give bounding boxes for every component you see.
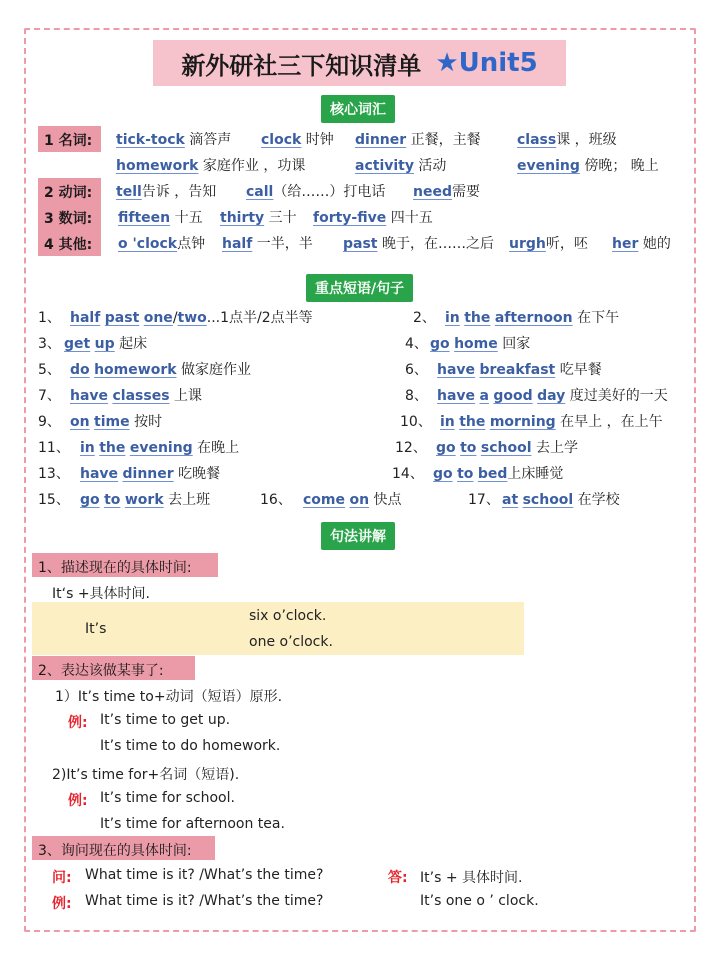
phrase-word: go (430, 336, 450, 352)
phrase-item (80, 465, 220, 483)
vocab-item: tick-tock 滴答声 (116, 132, 232, 148)
phrase-item (70, 387, 202, 405)
phrase-number: 3、 (38, 336, 61, 352)
phrase-word: evening (129, 440, 193, 456)
example-marker: 例: (68, 793, 88, 809)
phrase-meaning: 去上学 (531, 440, 578, 456)
grammar-2-label: 2、表达该做某事了: (32, 656, 195, 680)
phrase-meaning: 度过美好的一天 (565, 388, 668, 404)
phrase-number: 8、 (405, 388, 428, 404)
phrase-word: come (303, 492, 345, 508)
title-banner (153, 40, 566, 86)
example-marker: 例: (68, 715, 88, 731)
phrase-word: bed (477, 466, 508, 482)
section-phrases-header: 重点短语/句子 (306, 274, 413, 302)
phrase-number: 11、 (38, 440, 70, 456)
phrase-item (440, 413, 663, 431)
example-sentence: It’s time to get up. (100, 712, 231, 728)
phrase-number: 1、 (38, 310, 61, 326)
phrase-word: school (522, 492, 574, 508)
phrase-meaning: 吃晚餐 (173, 466, 221, 482)
phrase-word: the (464, 310, 491, 326)
phrase-number: 6、 (405, 362, 428, 378)
phrase-meaning: 吃早餐 (555, 362, 602, 378)
phrase-number: 10、 (400, 414, 432, 430)
answer-marker: 答: (388, 870, 408, 886)
phrase-word: a (479, 388, 489, 404)
phrase-word: at (502, 492, 519, 508)
example-sentence: It’s time to do homework. (100, 738, 281, 754)
phrase-meaning: 在晚上 (192, 440, 240, 456)
phrase-number: 2、 (413, 310, 436, 326)
phrase-item (70, 413, 162, 431)
phrase-word: day (537, 388, 566, 404)
phrase-word: do (70, 362, 90, 378)
page-title: 新外研社三下知识清单 (181, 51, 422, 80)
vocab-item: urgh听，呸 (509, 236, 588, 252)
phrase-word: have (437, 388, 476, 404)
phrase-word: homework (94, 362, 177, 378)
example-sentence: It’s time for school. (100, 790, 235, 806)
phrase-word: time (94, 414, 130, 430)
phrase-number: 15、 (38, 492, 70, 508)
phrase-word: breakfast (479, 362, 556, 378)
phrase-meaning: 在下午 (572, 310, 620, 326)
example-time: six o’clock. (249, 608, 327, 624)
phrase-item: half past one/two...1点半/2点半等 (70, 310, 313, 326)
phrase-word: on (70, 414, 90, 430)
vocab-item: o 'clock点钟 (118, 236, 206, 252)
phrase-item (502, 491, 620, 509)
unit-name: Unit5 (458, 48, 538, 78)
phrase-meaning: 回家 (497, 336, 531, 352)
phrase-word: classes (112, 388, 170, 404)
phrase-item (64, 335, 147, 353)
phrase-item (437, 387, 668, 405)
phrase-number: 17、 (468, 492, 500, 508)
phrase-number: 4、 (405, 336, 428, 352)
phrase-number: 5、 (38, 362, 61, 378)
phrase-word: past (104, 310, 140, 326)
phrase-word: in (440, 414, 455, 430)
others-label: 4 其他: (38, 230, 101, 256)
its-text: It’s (85, 621, 107, 637)
phrase-word: afternoon (494, 310, 573, 326)
phrase-item (433, 465, 563, 483)
section-grammar-header: 句法讲解 (321, 522, 395, 550)
phrase-item (303, 491, 402, 509)
phrase-word: dinner (122, 466, 174, 482)
vocab-item: clock 时钟 (261, 132, 334, 148)
phrase-word: on (349, 492, 370, 508)
section-vocab-header: 核心词汇 (321, 95, 395, 123)
phrase-meaning: 在学校 (573, 492, 620, 508)
phrase-word: school (480, 440, 532, 456)
answer-sentence: It’s one o ’ clock. (420, 893, 539, 909)
phrase-word: go (433, 466, 453, 482)
phrase-word: to (460, 440, 477, 456)
vocab-item: half 一半，半 (222, 236, 313, 252)
grammar-2-pattern-1: 1）It’s time to+动词（短语）原形. (55, 689, 283, 705)
phrase-number: 9、 (38, 414, 61, 430)
phrase-meaning: 去上班 (163, 492, 211, 508)
star-icon: ★ (435, 48, 459, 78)
phrase-word: have (437, 362, 476, 378)
phrase-word: the (99, 440, 126, 456)
phrase-number: 13、 (38, 466, 70, 482)
vocab-item: forty-five 四十五 (313, 210, 433, 226)
phrase-number: 16、 (260, 492, 292, 508)
vocab-item: evening 傍晚； 晚上 (517, 158, 659, 174)
phrase-word: go (436, 440, 456, 456)
phrase-meaning: 上课 (169, 388, 202, 404)
grammar-3-label: 3、询问现在的具体时间: (32, 836, 215, 860)
phrase-number: 12、 (395, 440, 427, 456)
vocab-item: need需要 (413, 184, 480, 200)
phrase-word: have (80, 466, 119, 482)
vocab-item: tell告诉 ，告知 (116, 184, 217, 200)
vocab-item: dinner 正餐，主餐 (355, 132, 481, 148)
phrase-word: half (70, 310, 101, 326)
phrase-word: have (70, 388, 109, 404)
phrase-item (430, 335, 530, 353)
phrase-word: morning (489, 414, 556, 430)
phrase-item (437, 361, 602, 379)
grammar-1-pattern: It‘s +具体时间. (52, 586, 150, 602)
phrase-word: go (80, 492, 100, 508)
example-sentence: It’s time for afternoon tea. (100, 816, 285, 832)
phrase-number: 7、 (38, 388, 61, 404)
phrase-meaning: 按时 (129, 414, 163, 430)
phrase-word: in (445, 310, 460, 326)
phrase-meaning: ...1点半/2点半等 (206, 310, 313, 326)
phrase-word: up (94, 336, 115, 352)
phrase-word: two (177, 310, 207, 326)
phrase-item (436, 439, 578, 457)
vocab-item: class课 ，班级 (517, 132, 617, 148)
phrase-item (80, 439, 239, 457)
phrase-meaning: 上床睡觉 (507, 466, 564, 482)
vocab-item: call（给……）打电话 (246, 184, 386, 200)
nouns-label: 1 名词: (38, 126, 101, 152)
example-time: one o’clock. (249, 634, 333, 650)
vocab-item: fifteen 十五 (118, 210, 203, 226)
phrase-number: 14、 (392, 466, 424, 482)
phrase-meaning: 做家庭作业 (176, 362, 251, 378)
phrase-item (80, 491, 210, 509)
phrase-item (70, 361, 251, 379)
question-sentence: What time is it? /What’s the time? (85, 893, 324, 909)
phrase-word: in (80, 440, 95, 456)
vocab-item: her 她的 (612, 236, 671, 252)
question-marker: 问: (52, 870, 72, 886)
vocab-item: activity 活动 (355, 158, 447, 174)
phrase-word: home (454, 336, 498, 352)
vocab-item: thirty 三十 (220, 210, 297, 226)
phrase-word: the (459, 414, 486, 430)
phrase-meaning: 起床 (114, 336, 148, 352)
numbers-label: 3 数词: (38, 204, 101, 230)
phrase-word: work (124, 492, 164, 508)
grammar-2-pattern-2: 2)It’s time for+名词（短语). (52, 767, 240, 783)
phrase-meaning: 在早上 ，在上午 (555, 414, 663, 430)
phrase-word: one (143, 310, 173, 326)
phrase-word: good (493, 388, 533, 404)
phrase-meaning: 快点 (369, 492, 402, 508)
example-marker: 例: (52, 896, 72, 912)
answer-sentence: It’s + 具体时间. (420, 870, 523, 886)
verbs-label: 2 动词: (38, 178, 101, 204)
phrase-word: get (64, 336, 91, 352)
vocab-item: homework 家庭作业 ，功课 (116, 158, 306, 174)
grammar-1-label: 1、描述现在的具体时间: (32, 553, 218, 577)
phrase-word: to (457, 466, 474, 482)
vocab-item: past 晚于，在……之后 (343, 236, 494, 252)
question-sentence: What time is it? /What’s the time? (85, 867, 324, 883)
unit-label (435, 48, 537, 78)
phrase-item (445, 309, 619, 327)
phrase-word: to (104, 492, 121, 508)
